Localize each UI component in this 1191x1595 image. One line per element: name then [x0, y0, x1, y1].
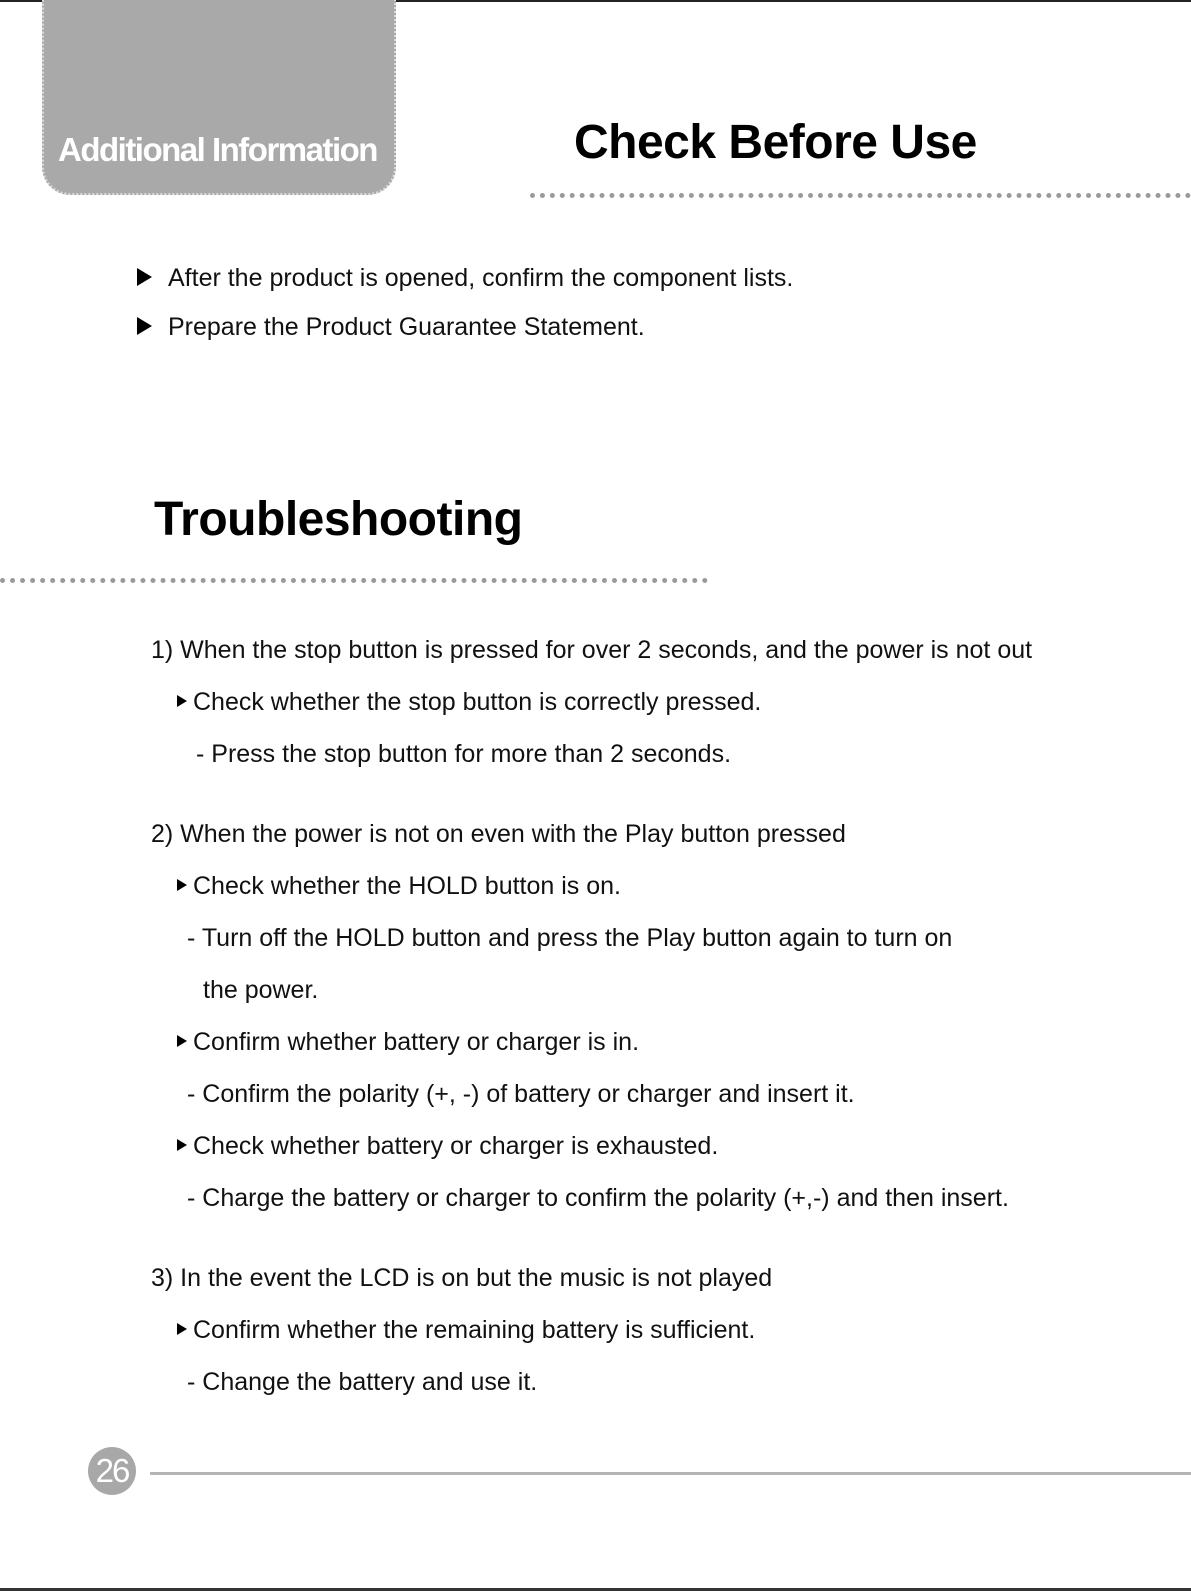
solution-step: - Press the stop button for more than 2 seconds.: [196, 740, 732, 768]
check-step: [177, 874, 621, 899]
check-item-text: Prepare the Product Guarantee Statement.: [168, 313, 645, 341]
check-step-text: Check whether battery or charger is exhausted.: [193, 1132, 719, 1160]
bottom-border: [0, 1588, 1191, 1591]
bullet-triangle-icon: [177, 695, 187, 707]
problem-heading: 3) In the event the LCD is on but the music is not played: [151, 1264, 773, 1292]
solution-step: - Turn off the HOLD button and press the Play button again to turn on: [187, 924, 953, 952]
check-step: [177, 1318, 755, 1343]
check-step-text: Confirm whether the remaining battery is sufficient.: [193, 1316, 756, 1344]
bullet-triangle-icon: [177, 1035, 187, 1047]
check-before-use-title: Check Before Use: [574, 116, 977, 169]
check-item: [137, 266, 793, 291]
footer-rule: [150, 1472, 1191, 1475]
troubleshooting-divider: [0, 578, 708, 583]
bullet-triangle-icon: [137, 268, 152, 286]
page-number: 26: [88, 1447, 136, 1495]
section-tab-label: Additional Information: [58, 131, 377, 168]
solution-step: - Charge the battery or charger to confirm the polarity (+,-) and then insert.: [187, 1184, 1009, 1212]
problem-heading: 1) When the stop button is pressed for over 2 seconds, and the power is not out: [151, 636, 1033, 664]
check-before-use-divider: [530, 193, 1191, 198]
bullet-triangle-icon: [177, 1139, 187, 1151]
check-step: [177, 1134, 718, 1159]
bullet-triangle-icon: [177, 879, 187, 891]
solution-step: - Change the battery and use it.: [187, 1368, 538, 1396]
section-tab: [42, 0, 396, 195]
check-item: [137, 315, 645, 340]
troubleshooting-title: Troubleshooting: [154, 493, 523, 546]
solution-step-continued: the power.: [203, 976, 319, 1004]
problem-heading: 2) When the power is not on even with the Play button pressed: [151, 820, 846, 848]
check-step-text: Confirm whether battery or charger is in.: [193, 1028, 640, 1056]
check-item-text: After the product is opened, confirm the component lists.: [168, 264, 794, 292]
bullet-triangle-icon: [137, 317, 152, 335]
check-step: [177, 1030, 639, 1055]
check-step-text: Check whether the HOLD button is on.: [193, 872, 622, 900]
check-step: [177, 690, 761, 715]
bullet-triangle-icon: [177, 1323, 187, 1335]
solution-step: - Confirm the polarity (+, -) of battery or charger and insert it.: [187, 1080, 855, 1108]
check-step-text: Check whether the stop button is correctly pressed.: [193, 688, 762, 716]
